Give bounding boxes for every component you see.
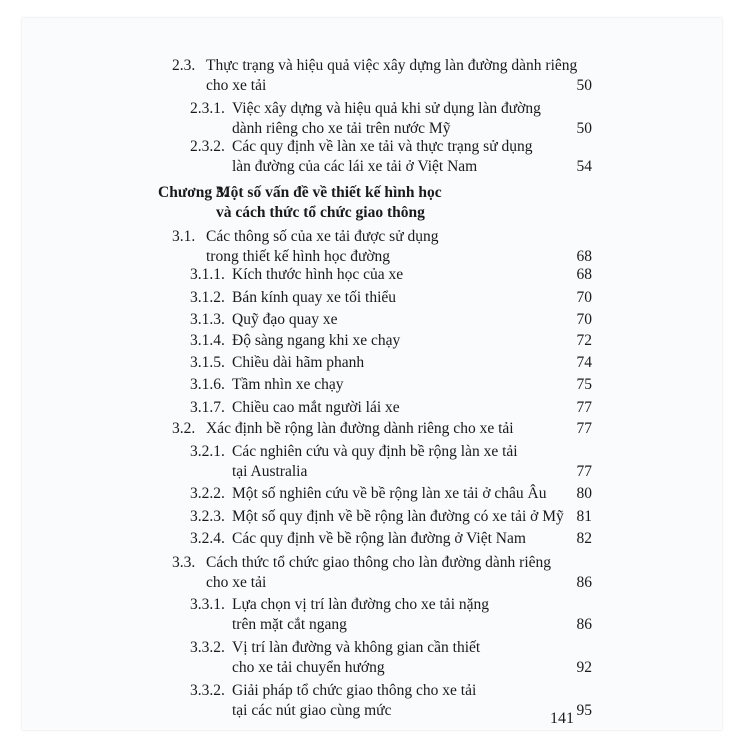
toc-entry-title: làn đường của các lái xe tải ở Việt Nam (232, 158, 478, 175)
toc-entry (190, 265, 403, 285)
toc-page-number: 92 (576, 659, 592, 676)
toc-entry-continuation (206, 76, 266, 96)
toc-entry (190, 288, 396, 308)
toc-entry-continuation (206, 573, 266, 593)
toc-entry-number: 3.1.1. (190, 266, 225, 283)
toc-entry-number: 3.1.2. (190, 289, 225, 306)
table-of-contents (22, 18, 722, 730)
toc-entry (190, 595, 489, 615)
book-page (22, 18, 722, 730)
toc-entry (190, 310, 337, 330)
toc-entry (190, 442, 518, 462)
toc-entry (172, 56, 577, 76)
toc-entry-number: 3.2.2. (190, 485, 225, 502)
toc-entry-continuation (232, 658, 385, 678)
toc-entry-number: 3.2.3. (190, 508, 225, 525)
toc-entry-number: 3.1.6. (190, 376, 225, 393)
toc-entry-title: Các quy định về làn xe tải và thực trạng sử dụng (232, 138, 533, 155)
toc-entry-title: Các thông số của xe tải được sử dụng (206, 228, 439, 245)
toc-entry-number: 3.2.4. (190, 530, 225, 547)
toc-entry (158, 183, 442, 203)
toc-entry-title: cho xe tải (206, 574, 267, 591)
toc-entry-title: Giải pháp tổ chức giao thông cho xe tải (232, 682, 477, 699)
page-number: 141 (550, 710, 574, 727)
toc-entry-title: Kích thước hình học của xe (232, 266, 404, 283)
toc-entry (190, 375, 343, 395)
toc-entry-number: 3.1.5. (190, 354, 225, 371)
toc-entry-number: 3.3.1. (190, 596, 225, 613)
toc-entry-title: Độ sàng ngang khi xe chạy (232, 332, 401, 349)
toc-entry-number: 3.3.2. (190, 682, 225, 699)
toc-entry-number: 2.3.2. (190, 138, 225, 155)
toc-entry (172, 227, 438, 247)
toc-entry-title: Xác định bề rộng làn đường dành riêng cho xe tải (206, 420, 514, 437)
toc-entry-number: 3.3.2. (190, 639, 225, 656)
toc-page-number: 70 (576, 311, 592, 328)
toc-entry (190, 331, 400, 351)
toc-entry-title: tại các nút giao cùng mức (232, 702, 392, 719)
toc-entry-title: Vị trí làn đường và không gian cần thiết (232, 639, 481, 656)
toc-entry-continuation (232, 615, 347, 635)
toc-page-number: 70 (576, 289, 592, 306)
toc-entry-title: trên mặt cắt ngang (232, 616, 347, 633)
toc-page-number: 77 (576, 463, 592, 480)
toc-page-number: 77 (576, 420, 592, 437)
toc-page-number: 50 (576, 77, 592, 94)
toc-entry-title: Việc xây dựng và hiệu quả khi sử dụng làn đường (232, 100, 541, 117)
toc-entry (190, 484, 546, 504)
toc-entry-number: 3.2. (172, 420, 196, 437)
toc-page-number: 74 (576, 354, 592, 371)
toc-page-number: 68 (576, 266, 592, 283)
toc-entry-continuation (232, 119, 450, 139)
toc-page-number: 86 (576, 616, 592, 633)
toc-entry-title: dành riêng cho xe tải trên nước Mỹ (232, 120, 451, 137)
toc-entry-continuation (232, 157, 477, 177)
toc-page-number: 54 (576, 158, 592, 175)
toc-entry-title: Một số nghiên cứu về bề rộng làn xe tải ở châu Âu (232, 485, 547, 502)
toc-entry-title: Một số vấn đề về thiết kế hình học (216, 184, 442, 201)
toc-entry-continuation (216, 203, 425, 223)
toc-page-number: 72 (576, 332, 592, 349)
toc-entry-title: cho xe tải (206, 77, 267, 94)
toc-entry-title: và cách thức tổ chức giao thông (216, 204, 425, 221)
toc-entry (190, 137, 532, 157)
toc-entry-number: 3.1. (172, 228, 196, 245)
toc-entry (190, 353, 364, 373)
toc-page-number: 75 (576, 376, 592, 393)
toc-entry-title: tại Australia (232, 463, 308, 480)
toc-entry-title: trong thiết kế hình học đường (206, 248, 391, 265)
toc-entry-title: Chiều cao mắt người lái xe (232, 399, 400, 416)
toc-entry-number: 3.1.3. (190, 311, 225, 328)
toc-entry (190, 398, 400, 418)
toc-entry (190, 99, 541, 119)
toc-entry-number: Chương 3. (158, 184, 228, 201)
toc-entry (190, 638, 480, 658)
toc-entry-number: 2.3.1. (190, 100, 225, 117)
toc-entry-continuation (232, 701, 391, 721)
toc-entry-title: Quỹ đạo quay xe (232, 311, 338, 328)
toc-entry-number: 3.3. (172, 554, 196, 571)
toc-entry-title: Cách thức tổ chức giao thông cho làn đường dành riêng (206, 554, 552, 571)
toc-entry-title: Thực trạng và hiệu quả việc xây dựng làn đường dành riêng (206, 57, 578, 74)
toc-entry (172, 419, 514, 439)
toc-entry-number: 3.2.1. (190, 443, 225, 460)
toc-entry-number: 2.3. (172, 57, 196, 74)
toc-entry (172, 553, 551, 573)
toc-entry-continuation (206, 247, 390, 267)
toc-entry-title: Tầm nhìn xe chạy (232, 376, 344, 393)
toc-entry-title: Chiều dài hãm phanh (232, 354, 365, 371)
toc-entry-title: Các quy định về bề rộng làn đường ở Việt Nam (232, 530, 526, 547)
toc-entry-title: Một số quy định về bề rộng làn đường có xe tải ở Mỹ (232, 508, 564, 525)
toc-entry-number: 3.1.7. (190, 399, 225, 416)
toc-page-number: 95 (576, 702, 592, 719)
toc-entry (190, 529, 526, 549)
toc-entry-title: Bán kính quay xe tối thiểu (232, 289, 397, 306)
toc-entry (190, 681, 476, 701)
toc-page-number: 68 (576, 248, 592, 265)
toc-page-number: 82 (576, 530, 592, 547)
toc-entry-title: Lựa chọn vị trí làn đường cho xe tải nặng (232, 596, 489, 613)
toc-entry-continuation (232, 462, 307, 482)
toc-page-number: 86 (576, 574, 592, 591)
toc-page-number: 50 (576, 120, 592, 137)
toc-entry (190, 507, 564, 527)
toc-page-number: 81 (576, 508, 592, 525)
toc-entry-number: 3.1.4. (190, 332, 225, 349)
toc-entry-title: Các nghiên cứu và quy định bề rộng làn xe tải (232, 443, 518, 460)
toc-entry-title: cho xe tải chuyển hướng (232, 659, 385, 676)
toc-page-number: 80 (576, 485, 592, 502)
toc-page-number: 77 (576, 399, 592, 416)
